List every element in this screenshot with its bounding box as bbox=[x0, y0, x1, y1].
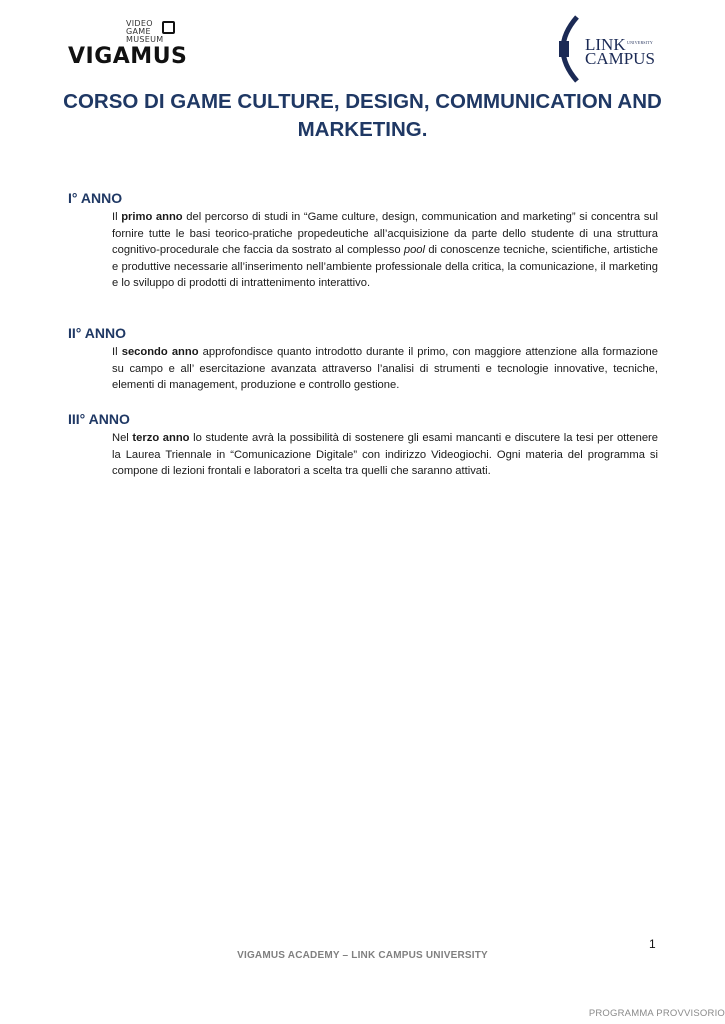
text-run: Nel bbox=[112, 432, 133, 444]
text-run: lo studente avrà la possibilità di sostenere gli esami mancanti e discutere la tesi per ottenere la Laurea Triennale in “Comunicazione Digitale” con indirizzo Videogiochi. Ogni materia del programma si compone di lezioni frontali e laboratori a scelta tra quelli che saranno attivati. bbox=[112, 432, 658, 477]
section-heading: II° ANNO bbox=[68, 325, 126, 341]
page-number: 1 bbox=[649, 937, 656, 951]
bold-term: primo anno bbox=[121, 211, 183, 223]
section-paragraph bbox=[112, 344, 658, 394]
vigamus-square-icon bbox=[162, 21, 175, 34]
vigamus-logo-word: VIGAMUS bbox=[68, 44, 188, 69]
draft-label: PROGRAMMA PROVVISORIO bbox=[588, 1008, 725, 1019]
link-campus-logo bbox=[555, 15, 665, 85]
section-paragraph bbox=[112, 430, 658, 480]
link-campus-tag: UNIVERSITY bbox=[627, 40, 653, 45]
bold-term: terzo anno bbox=[132, 432, 190, 444]
link-campus-line2: CAMPUS bbox=[585, 49, 655, 68]
vigamus-logo-line3: MUSEUM bbox=[126, 35, 164, 44]
section-heading: III° ANNO bbox=[68, 411, 130, 427]
text-run: di conoscenze tecniche, scientifiche, artistiche e produttive necessarie all’inserimento nell’ambiente professionale della critica, la comunicazione, il marketing e lo sviluppo di prodotti di intrattenimento interattivo. bbox=[112, 244, 659, 289]
page-footer: VIGAMUS ACADEMY – LINK CAMPUS UNIVERSITY bbox=[237, 950, 488, 961]
bold-term: secondo anno bbox=[121, 346, 199, 358]
vigamus-logo-line1: VIDEO bbox=[126, 19, 153, 28]
text-run: approfondisce quanto introdotto durante il primo, con maggiore attenzione alla formazione su campo e all’ esercitazione avanzata attraverso l’analisi di strumenti e tecnologie innovative, tecniche, elementi di management, produzione e controllo gestione. bbox=[112, 346, 658, 391]
link-campus-line1: LINK bbox=[585, 35, 626, 54]
section-year-1 bbox=[68, 189, 658, 292]
text-run: Il bbox=[112, 211, 122, 223]
section-year-3 bbox=[68, 410, 658, 480]
section-heading: I° ANNO bbox=[68, 190, 123, 206]
text-run: del percorso di studi in “Game culture, design, communication and marketing” si concentra sul fornire tutte le basi teorico-pratiche propedeutiche all’acquisizione da parte dello studente di una struttura cognitivo-procedurale che faccia da sostrato al complesso bbox=[112, 211, 658, 256]
document-title: CORSO DI GAME CULTURE, DESIGN, COMMUNICATION AND MARKETING. bbox=[63, 90, 662, 141]
vigamus-logo bbox=[68, 18, 188, 69]
italic-term: pool bbox=[403, 244, 426, 256]
section-year-2 bbox=[68, 324, 658, 394]
text-run: Il bbox=[112, 346, 122, 358]
section-paragraph bbox=[112, 209, 658, 292]
vigamus-logo-line2: GAME bbox=[126, 27, 151, 36]
link-campus-emblem-icon bbox=[555, 15, 585, 83]
